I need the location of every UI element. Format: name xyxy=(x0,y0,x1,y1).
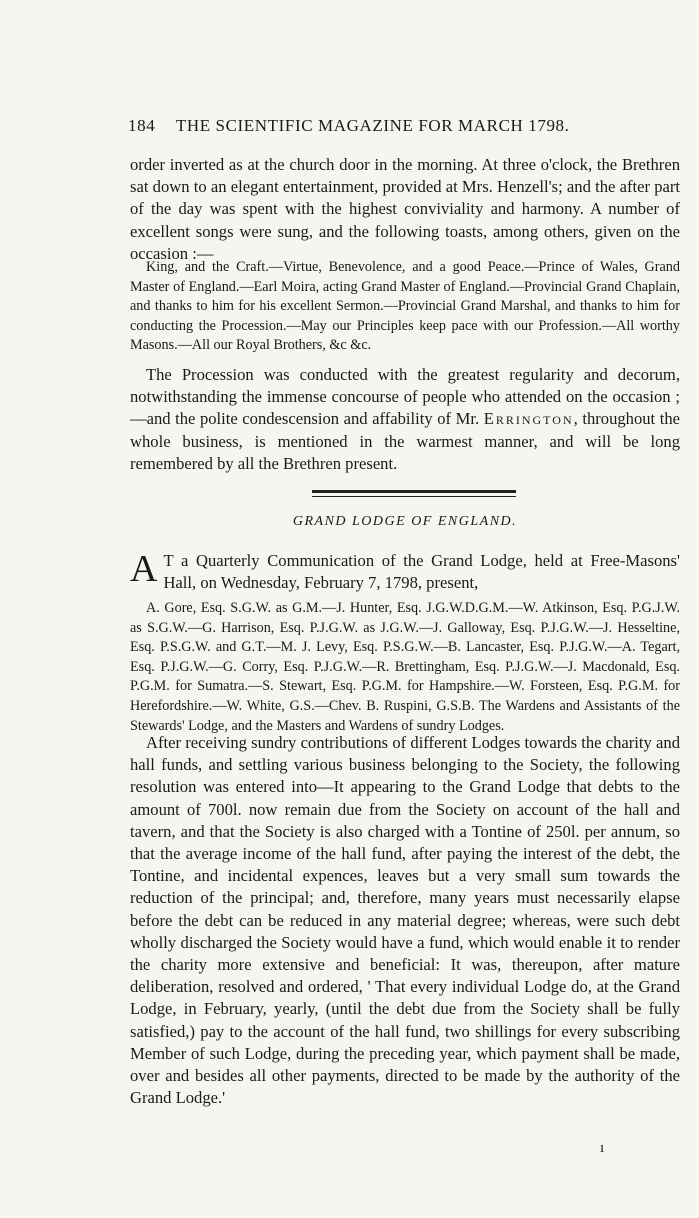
paragraph-resolution: After receiving sundry contributions of different Lodges towards the charity and hall funds, and settling various business belonging to the Society, the following resolution was entered into—It appearing to the Grand Lodge that debts to the amount of 700l. now remain due from the Society on account of the hall and tavern, and that the Society is also charged with a Tontine of 250l. per annum, so that the average income of the hall fund, after paying the interest of the debt, the Tontine, and incidental expences, leaves but a very small sum towards the reduction of the principal; and, therefore, many years must necessarily elapse before the debt can be reduced in any material degree; whereas, were such debt wholly discharged the Society would have a fund, which would enable it to render the charity more extensive and beneficial: It was, thereupon, after mature deliberation, resolved and ordered, ' That every individual Lodge do, at the Grand Lodge, in February, yearly, (until the debt due from the Society shall be fully satisfied,) pay to the account of the hall fund, two shillings for every subscribing Member of such Lodge, during the preceding year, which payment shall be made, over and besides all other payments, directed to be made by the authority of the Grand Lodge.' xyxy=(130,733,680,1108)
drop-cap: A xyxy=(130,548,158,590)
paragraph-intro xyxy=(130,550,680,594)
person-name-errington: Errington xyxy=(483,409,574,429)
section-divider-thin xyxy=(312,496,516,497)
page-number: 184 xyxy=(128,116,156,135)
intro-text: T a Quarterly Communication of the Grand Lodge, held at Free-Masons' Hall, on Wednesday, February 7, 1798, present, xyxy=(163,551,680,593)
running-title: THE SCIENTIFIC MAGAZINE FOR MARCH 1798. xyxy=(175,116,570,135)
section-title: GRAND LODGE OF ENGLAND. xyxy=(292,514,518,529)
running-header xyxy=(128,116,688,136)
procession-text-b: , throughout the whole business, is mentioned in the warmest manner, and will be long remembered by all the Brethren present. xyxy=(130,409,680,473)
paragraph-procession xyxy=(130,364,680,475)
section-divider xyxy=(312,490,516,493)
catchword-mark: ı xyxy=(600,1140,605,1156)
paragraph-attendees: A. Gore, Esq. S.G.W. as G.M.—J. Hunter, Esq. J.G.W.D.G.M.—W. Atkinson, Esq. P.G.J.W. as S.G.W.—G. Harrison, Esq. P.J.G.W. as J.G.W.—J. Galloway, Esq. P.J.G.W.—J. Hesseltine, Esq. P.S.G.W. and G.T.—M. J. Levy, Esq. P.S.G.W.—B. Lancaster, Esq. P.J.G.W.—A. Tegart, Esq. P.J.G.W.—G. Corry, Esq. P.J.G.W.—R. Brettingham, Esq. P.J.G.W.—J. Macdonald, Esq. P.G.M. for Sumatra.—S. Stewart, Esq. P.G.M. for Hampshire.—W. Forsteen, Esq. P.G.M. for Herefordshire.—W. White, G.S.—Chev. B. Ruspini, G.S.B. The Wardens and Assistants of the Stewards' Lodge, and the Masters and Wardens of sundry Lodges. xyxy=(130,600,680,734)
paragraph-dinner: order inverted as at the church door in the morning. At three o'clock, the Brethren sat down to an elegant entertainment, provided at Mrs. Henzell's; and the after part of the day was spent with the highest conviviality and harmony. A number of excellent songs were sung, and the following toasts, among others, given on the occasion :— xyxy=(130,155,680,263)
paragraph-toasts: King, and the Craft.—Virtue, Benevolence, and a good Peace.—Prince of Wales, Grand Master of England.—Earl Moira, acting Grand Master of England.—Provincial Grand Chaplain, and thanks to him for his excellent Sermon.—Provincial Grand Marshal, and thanks to him for conducting the Procession.—May our Principles keep pace with our Profession.—All worthy Masons.—All our Royal Brothers, &c &c. xyxy=(130,259,680,354)
procession-text-a: The Procession was conducted with the greatest regularity and decorum, notwithstanding the immense concourse of people who attended on the occasion ;—and the polite condescension and affability of Mr. xyxy=(130,365,680,429)
